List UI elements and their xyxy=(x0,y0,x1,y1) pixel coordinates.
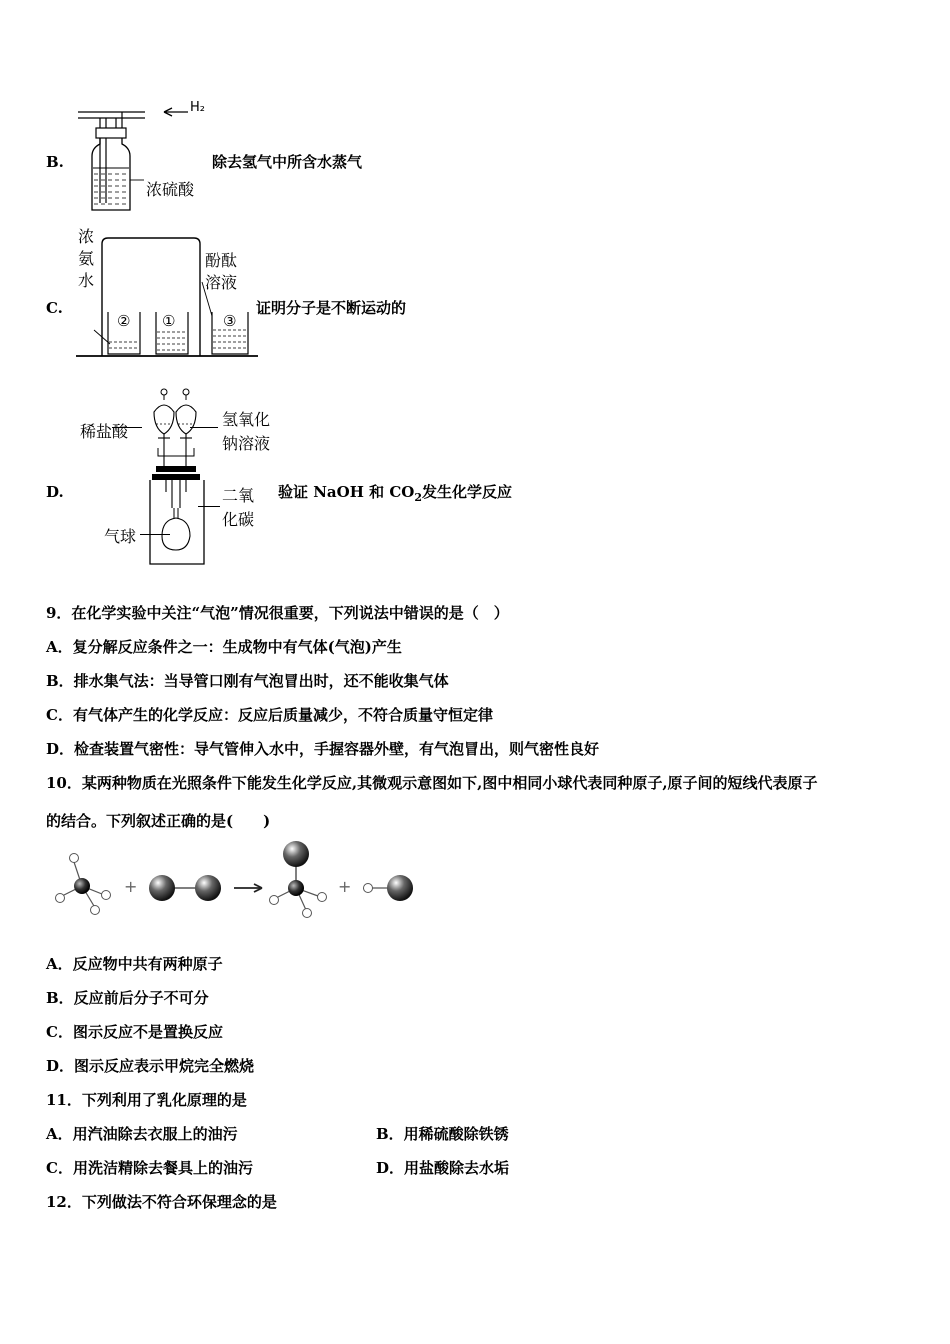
q10-stem-line-2: 的结合。下列叙述正确的是( ) xyxy=(46,812,271,830)
naoh-leader-line xyxy=(190,427,218,428)
co2-naoh-apparatus-figure xyxy=(130,388,230,566)
q10-option-d: D．图示反应表示甲烷完全燃烧 xyxy=(46,1057,255,1075)
co2-label xyxy=(222,484,254,532)
beaker-label-1: ① xyxy=(162,312,176,330)
option-d-desc-prefix: 验证 NaOH 和 CO xyxy=(278,483,415,501)
option-b-letter: B. xyxy=(46,153,64,171)
naoh-solution-line-2: 钠溶液 xyxy=(222,434,271,453)
q10-option-c: C．图示反应不是置换反应 xyxy=(46,1023,223,1041)
q11-option-d: D．用盐酸除去水垢 xyxy=(376,1159,510,1177)
q11-option-c: C．用洗洁精除去餐具上的油污 xyxy=(46,1159,253,1177)
q10-stem-line-1: 10．某两种物质在光照条件下能发生化学反应,其微观示意图如下,图中相同小球代表同种原子,原子间的短线代表原子 xyxy=(46,774,818,792)
conc-ammonia-char-1: 浓 xyxy=(78,227,95,246)
q9-option-d: D．检查装置气密性：导气管伸入水中，手握容器外壁，有气泡冒出，则气密性良好 xyxy=(46,740,600,758)
phenolphthalein-line-1: 酚酞 xyxy=(205,251,238,270)
ch4-molecule xyxy=(56,854,111,915)
gas-washing-bottle-figure xyxy=(70,98,220,218)
svg-text:+: + xyxy=(338,877,352,896)
beaker-label-2: ② xyxy=(117,312,131,330)
conc-sulfuric-acid-label: 浓硫酸 xyxy=(146,180,195,199)
q11-option-a: A．用汽油除去衣服上的油污 xyxy=(46,1125,238,1143)
reaction-micro-diagram xyxy=(48,840,420,920)
co2-label-line-2: 化碳 xyxy=(222,510,255,529)
balloon-leader-line xyxy=(140,534,170,535)
option-d-desc-subscript: 2 xyxy=(414,491,422,504)
beaker-label-3: ③ xyxy=(223,312,237,330)
option-c-description: 证明分子是不断运动的 xyxy=(256,299,407,317)
conc-ammonia-char-2: 氨 xyxy=(78,249,95,268)
option-d-description xyxy=(278,482,512,508)
co2-leader-line xyxy=(198,506,220,507)
naoh-solution-label xyxy=(222,408,270,456)
q10-option-a: A．反应物中共有两种原子 xyxy=(46,955,223,973)
q11-option-b: B．用稀硫酸除铁锈 xyxy=(376,1125,509,1143)
option-d-letter: D. xyxy=(46,483,64,501)
phenolphthalein-label xyxy=(205,250,237,294)
dilute-hcl-label: 稀盐酸 xyxy=(80,422,129,441)
phenolphthalein-line-2: 溶液 xyxy=(205,273,238,292)
option-b-description: 除去氢气中所含水蒸气 xyxy=(212,153,363,171)
q9-option-a: A．复分解反应条件之一：生成物中有气体(气泡)产生 xyxy=(46,638,402,656)
svg-text:+: + xyxy=(124,877,138,896)
q9-option-b: B．排水集气法：当导管口刚有气泡冒出时，还不能收集气体 xyxy=(46,672,449,690)
co2-label-line-1: 二氧 xyxy=(222,486,255,505)
conc-ammonia-char-3: 水 xyxy=(78,271,95,290)
option-d-desc-suffix: 发生化学反应 xyxy=(422,483,513,501)
option-c-letter: C. xyxy=(46,299,63,317)
ch3cl-molecule xyxy=(270,841,327,918)
q11-stem: 11．下列利用了乳化原理的是 xyxy=(46,1091,247,1109)
hcl-molecule xyxy=(364,875,414,901)
q9-stem: 9．在化学实验中关注“气泡”情况很重要，下列说法中错误的是（ ） xyxy=(46,604,509,622)
q9-option-c: C．有气体产生的化学反应：反应后质量减少，不符合质量守恒定律 xyxy=(46,706,493,724)
cl2-molecule xyxy=(149,875,221,901)
h2-label: H₂ xyxy=(190,100,205,115)
q12-stem: 12．下列做法不符合环保理念的是 xyxy=(46,1193,277,1211)
conc-ammonia-label xyxy=(78,226,94,292)
q10-option-b: B．反应前后分子不可分 xyxy=(46,989,209,1007)
balloon-label: 气球 xyxy=(104,527,137,546)
naoh-solution-line-1: 氢氧化 xyxy=(222,410,271,429)
